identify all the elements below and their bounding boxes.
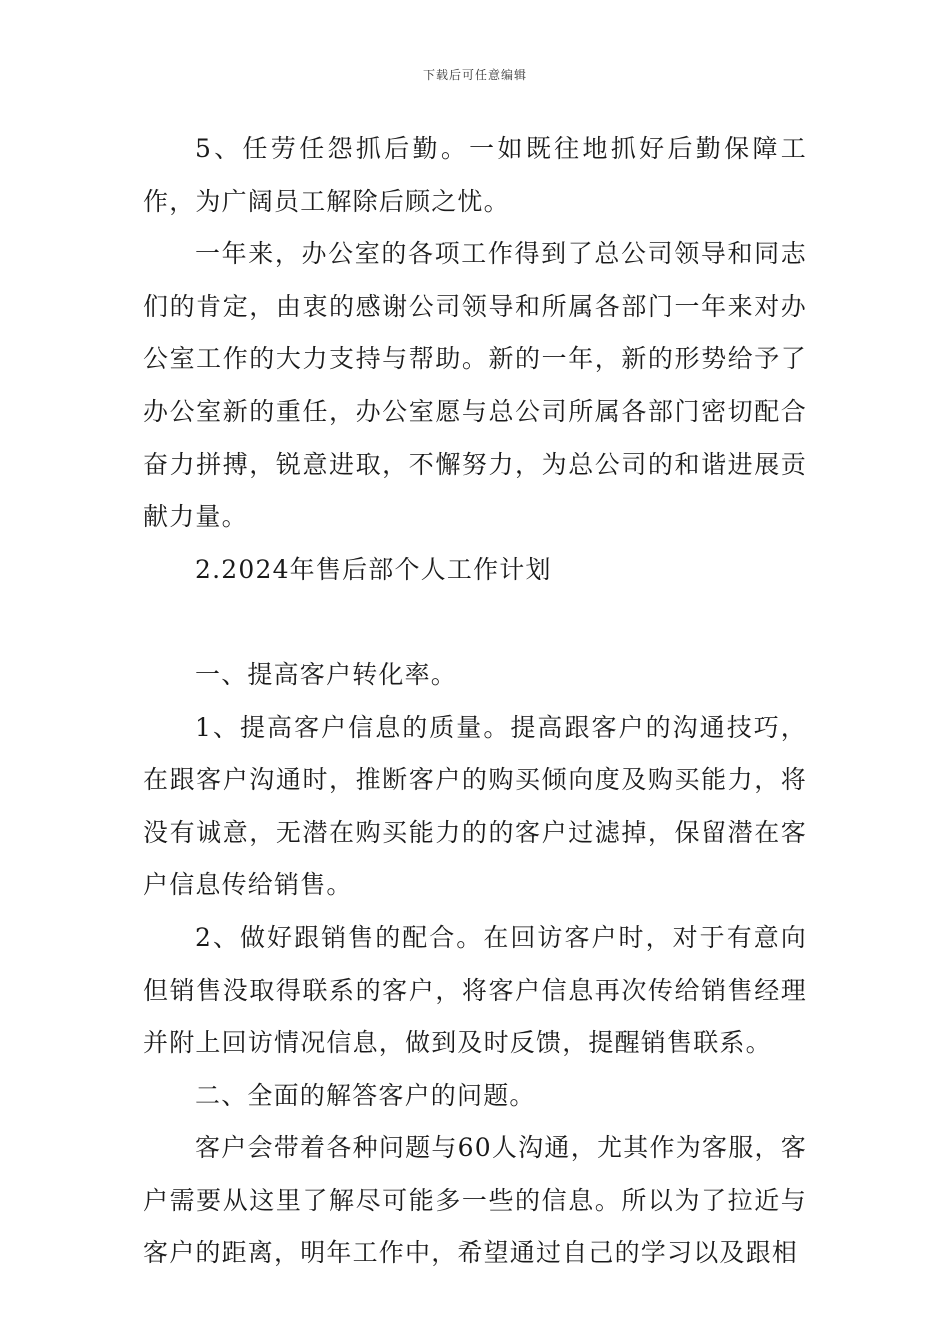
- paragraph-summary: 一年来，办公室的各项工作得到了总公司领导和同志们的肯定，由衷的感谢公司领导和所属各部门一年来对办公室工作的大力支持与帮助。新的一年，新的形势给予了办公室新的重任，办公室愿与总公司所属各部门密切配合奋力拼搏，锐意进取，不懈努力，为总公司的和谐进展贡献力量。: [143, 239, 807, 532]
- blank-line: [143, 596, 807, 649]
- document-body: [143, 123, 807, 1280]
- paragraph-item-2: 2、做好跟销售的配合。在回访客户时，对于有意向但销售没取得联系的客户，将客户信息再次传给销售经理并附上回访情况信息，做到及时反馈，提醒销售联系。: [143, 922, 807, 1058]
- paragraph-logistics: 5、任劳任怨抓后勤。一如既往地抓好后勤保障工作，为广阔员工解除后顾之忧。: [143, 134, 807, 216]
- paragraph-customer-questions: 客户会带着各种问题与60人沟通，尤其作为客服，客户需要从这里了解尽可能多一些的信息。所以为了拉近与客户的距离，明年工作中，希望通过自己的学习以及跟相: [143, 1133, 807, 1268]
- paragraph-item-1: 1、提高客户信息的质量。提高跟客户的沟通技巧，在跟客户沟通时，推断客户的购买倾向度及购买能力，将没有诚意，无潜在购买能力的的客户过滤掉，保留潜在客户信息传给销售。: [143, 712, 807, 900]
- page-header: 下载后可任意编辑: [422, 68, 527, 82]
- subsection-heading-1: 一、提高客户转化率。: [195, 659, 458, 689]
- subsection-heading-2: 二、全面的解答客户的问题。: [195, 1080, 536, 1110]
- section-title: 2.2024年售后部个人工作计划: [195, 554, 552, 584]
